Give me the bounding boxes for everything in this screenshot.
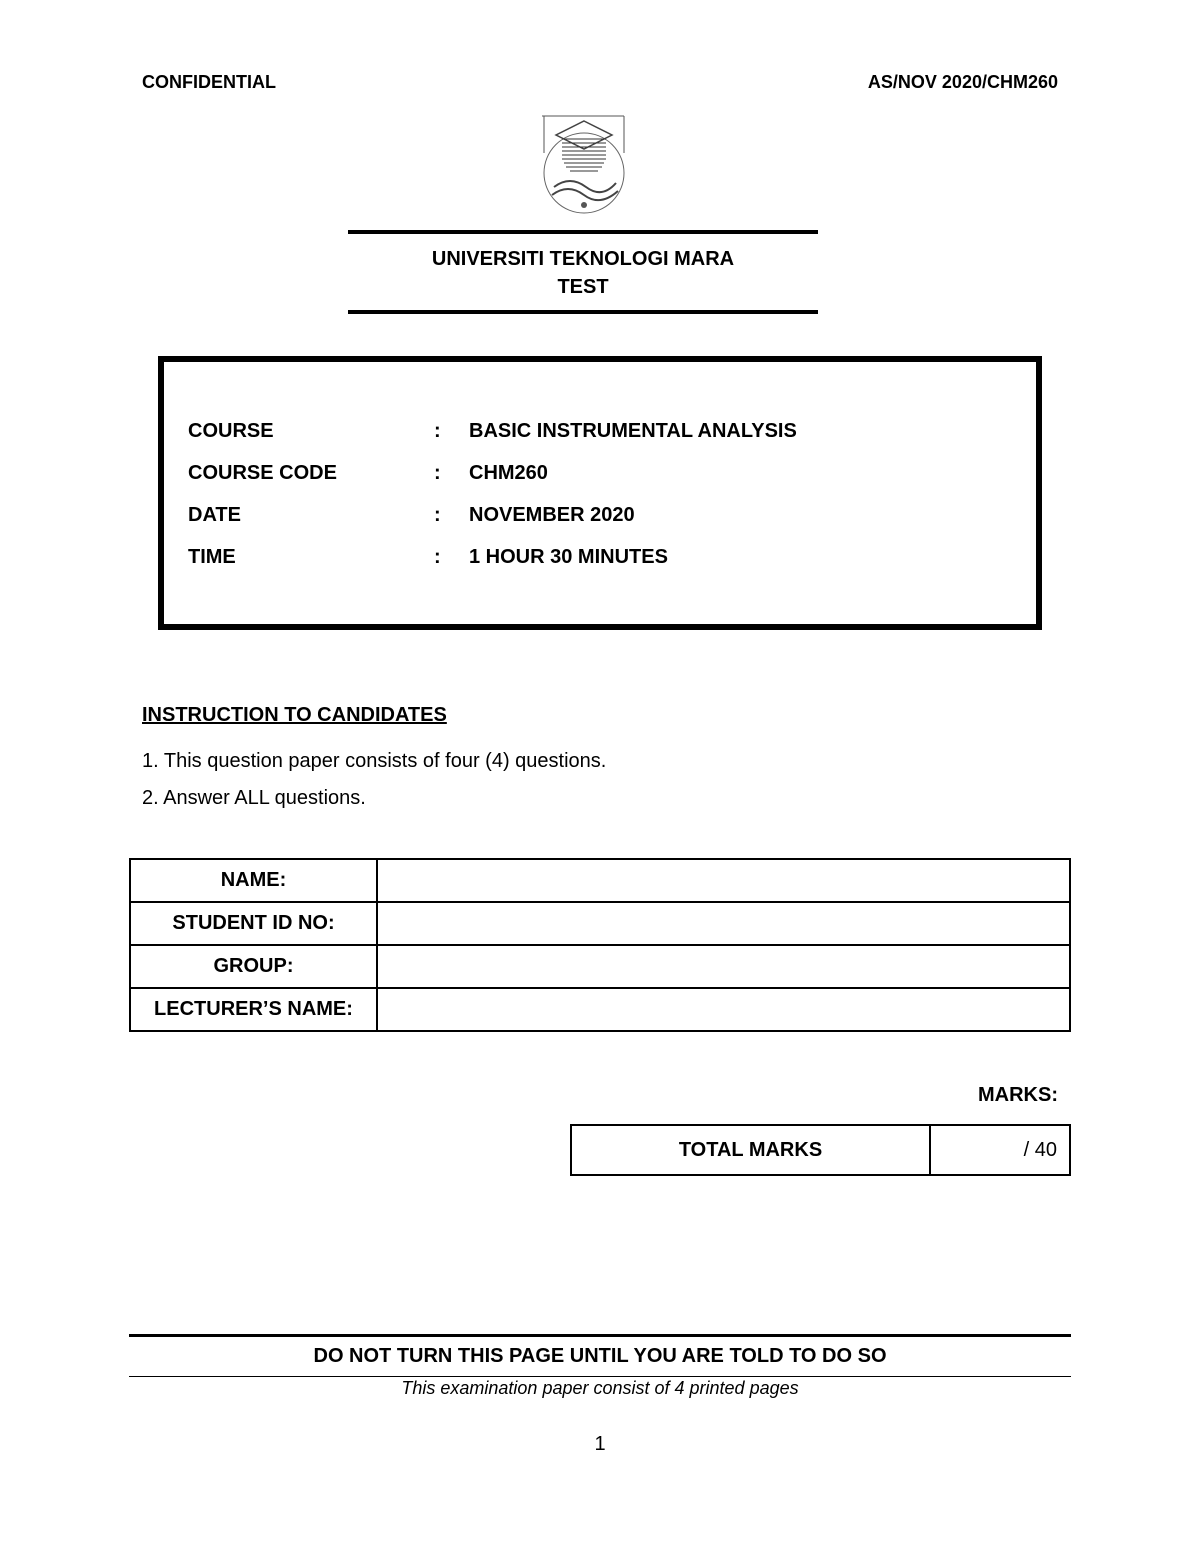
course-label: COURSE	[188, 420, 274, 442]
student-id-field[interactable]	[377, 902, 1070, 945]
student-id-label: STUDENT ID NO:	[130, 902, 377, 945]
table-row	[130, 945, 1070, 988]
date-label: DATE	[188, 504, 241, 526]
title-bottom-rule	[348, 310, 818, 314]
printed-pages-note: This examination paper consist of 4 printed pages	[401, 1378, 799, 1398]
instruction-item: 1. This question paper consists of four (4) questions.	[142, 750, 607, 772]
student-details-table	[129, 858, 1071, 1032]
course-info-box	[158, 356, 1042, 630]
course-separator: :	[434, 420, 441, 442]
time-label: TIME	[188, 546, 236, 568]
do-not-turn-warning: DO NOT TURN THIS PAGE UNTIL YOU ARE TOLD TO DO SO	[313, 1345, 887, 1367]
marks-table	[570, 1124, 1071, 1176]
instruction-item: 2. Answer ALL questions.	[142, 787, 366, 809]
university-name: UNIVERSITI TEKNOLOGI MARA	[431, 248, 735, 270]
name-label: NAME:	[130, 859, 377, 902]
course-code-value: CHM260	[469, 462, 548, 484]
total-marks-label: TOTAL MARKS	[571, 1125, 930, 1175]
course-value: BASIC INSTRUMENTAL ANALYSIS	[469, 420, 797, 442]
page-number: 1	[594, 1433, 606, 1455]
paper-code: AS/NOV 2020/CHM260	[867, 72, 1058, 92]
footer-divider	[129, 1376, 1071, 1377]
table-row	[130, 859, 1070, 902]
uitm-crest-icon	[540, 113, 628, 217]
date-separator: :	[434, 504, 441, 526]
table-row	[130, 988, 1070, 1031]
group-field[interactable]	[377, 945, 1070, 988]
exam-type: TEST	[557, 276, 609, 298]
time-separator: :	[434, 546, 441, 568]
table-row	[130, 902, 1070, 945]
title-top-rule	[348, 230, 818, 234]
footer-top-rule	[129, 1334, 1071, 1337]
confidential-label: CONFIDENTIAL	[142, 72, 276, 92]
course-code-separator: :	[434, 462, 441, 484]
course-code-label: COURSE CODE	[188, 462, 337, 484]
total-marks-value: / 40	[930, 1125, 1070, 1175]
table-row	[571, 1125, 1070, 1175]
date-value: NOVEMBER 2020	[469, 504, 635, 526]
lecturer-name-label: LECTURER’S NAME:	[130, 988, 377, 1031]
name-field[interactable]	[377, 859, 1070, 902]
group-label: GROUP:	[130, 945, 377, 988]
time-value: 1 HOUR 30 MINUTES	[469, 546, 668, 568]
instructions-title: INSTRUCTION TO CANDIDATES	[142, 704, 447, 726]
marks-label: MARKS:	[978, 1084, 1058, 1106]
lecturer-name-field[interactable]	[377, 988, 1070, 1031]
